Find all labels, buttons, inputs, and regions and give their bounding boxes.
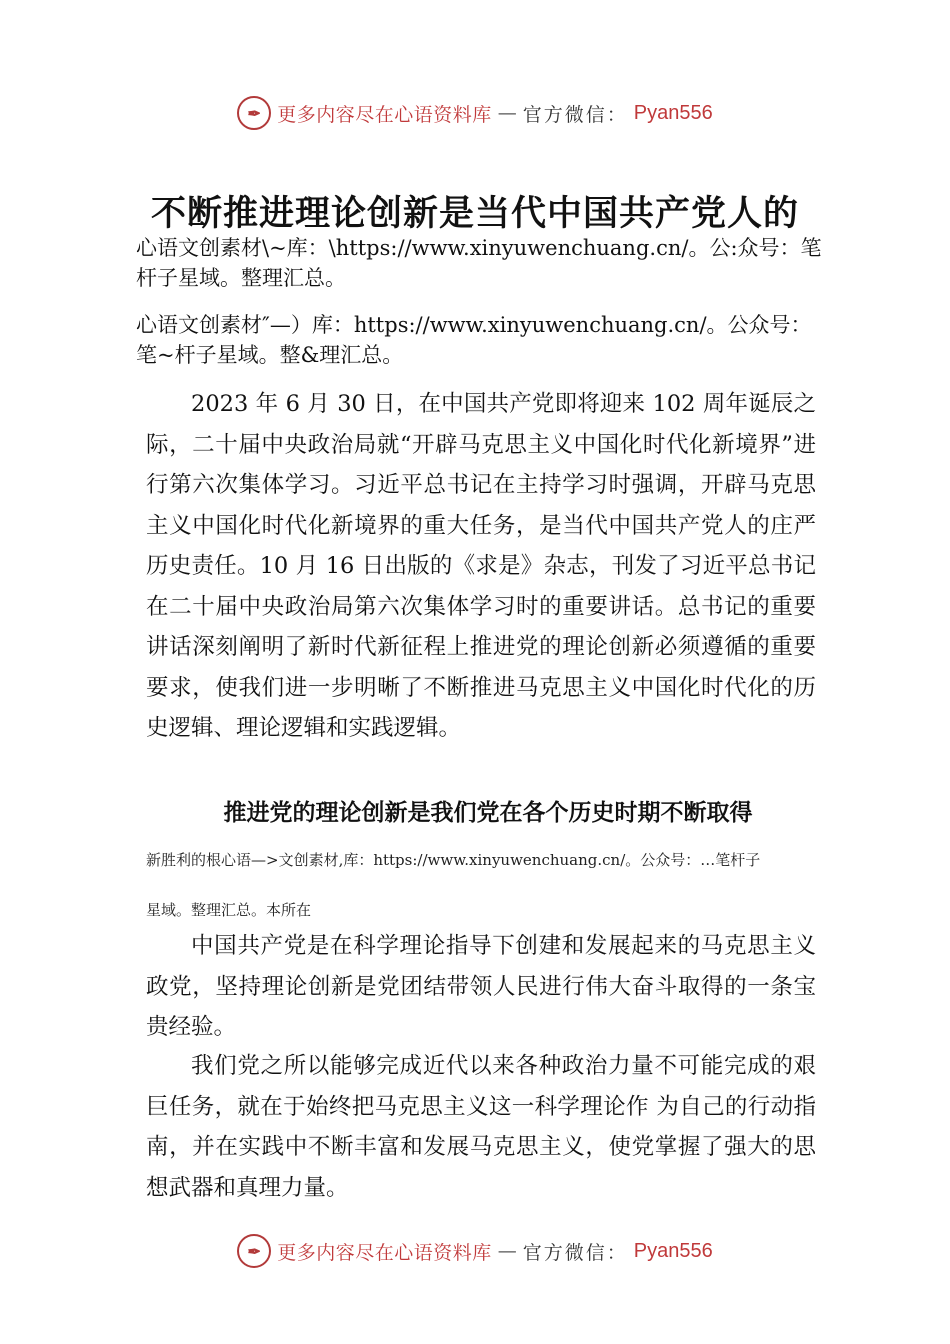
source-note-1: 心语文创素材\~库：\https://www.xinyuwenchuang.cn/。公:众号：笔杆子星域。整理汇总。 (136, 236, 822, 290)
banner-official-label: 官方微信： (522, 103, 628, 126)
quill-seal-icon: ✒ (237, 1234, 271, 1268)
banner-separator: — (497, 1240, 517, 1262)
header-banner (0, 96, 950, 130)
source-note-2: 心语文创素材″—）库：https://www.xinyuwenchuang.cn/。公众号：笔~杆子星域。整&理汇总。 (136, 313, 812, 367)
document-title: 不断推进理论创新是当代中国共产党人的 (150, 194, 799, 234)
banner-wechat-id: Pyan556 (633, 1239, 713, 1262)
source-note-3: 新胜利的根心语—>文创素材,库：https://www.xinyuwenchuang.cn/。公众号：…笔杆子 (146, 851, 761, 869)
paragraph-2: 中国共产党是在科学理论指导下创建和发展起来的马克思主义政党，坚持理论创新是党团结带领人民进行伟大奋斗取得的一条宝贵经验。 (146, 933, 816, 1040)
source-note-4: 星域。整理汇总。本所在 (146, 901, 312, 919)
paragraph-3: 我们党之所以能够完成近代以来各种政治力量不可能完成的艰巨任务，就在于始终把马克思主义这一科学理论作 为自己的行动指南，并在实践中不断丰富和发展马克思主义，使党掌握了强大的思想武器和真理力量。 (146, 1053, 816, 1201)
footer-banner (0, 1234, 950, 1268)
quill-seal-icon: ✒ (237, 96, 271, 130)
section-heading: 推进党的理论创新是我们党在各个历史时期不断取得 (223, 800, 753, 826)
paragraph-intro: 2023 年 6 月 30 日，在中国共产党即将迎来 102 周年诞辰之际，二十届中央政治局就“开辟马克思主义中国化时代化新境界”进行第六次集体学习。习近平总书记在主持学习时强调，开辟马克思主义中国化时代化新境界的重大任务，是当代中国共产党人的庄严历史责任。10 月 16 日出版的《求是》杂志，刊发了习近平总书记在二十届中央政治局第六次集体学习时的重要讲话。总书记的重要讲话深刻阐明了新时代新征程上推进党的理论创新必须遵循的重要要求，使我们进一步明晰了不断推进马克思主义中国化时代化的历史逻辑、理论逻辑和实践逻辑。 (146, 391, 816, 741)
banner-official-label: 官方微信： (522, 1241, 628, 1264)
banner-separator: — (497, 102, 517, 124)
banner-wechat-id: Pyan556 (633, 101, 713, 124)
banner-text: 更多内容尽在心语资料库 (277, 1241, 492, 1264)
banner-text: 更多内容尽在心语资料库 (277, 103, 492, 126)
